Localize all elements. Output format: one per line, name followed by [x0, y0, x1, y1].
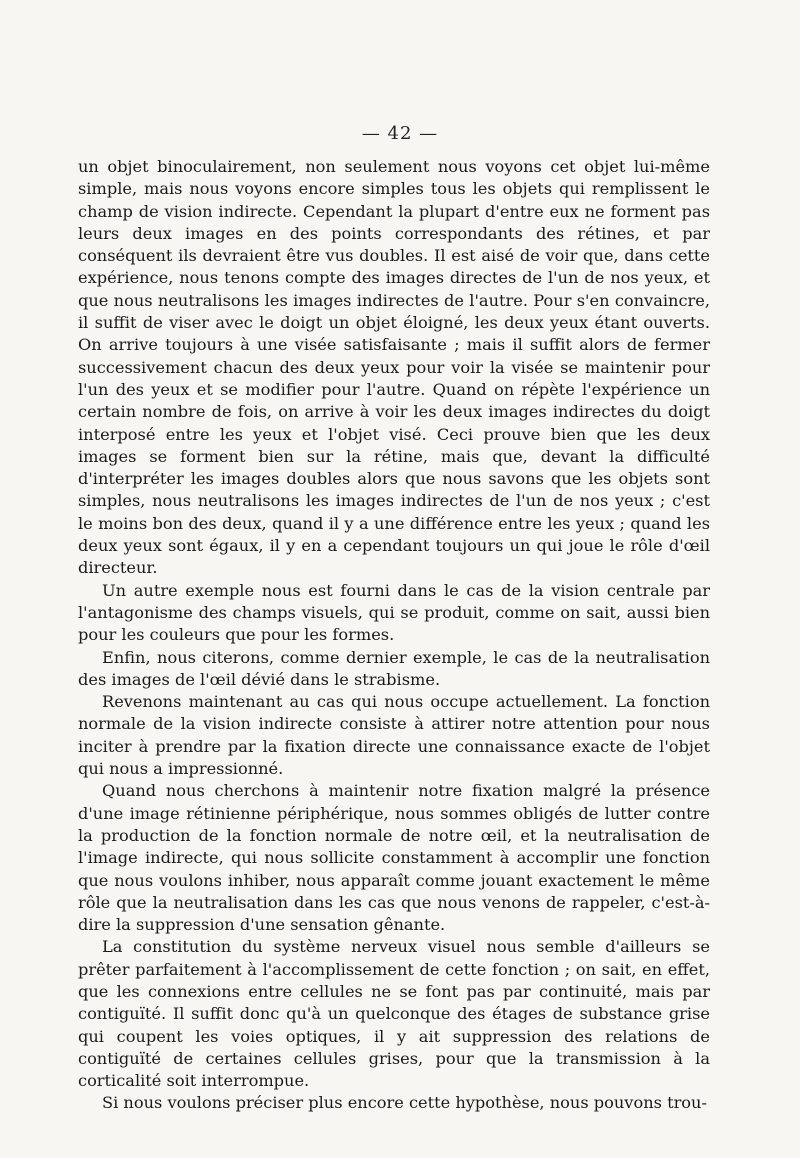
body-text [78, 156, 710, 1115]
paragraph-5: Quand nous cherchons à maintenir notre fixation malgré la présence d'une image rétinienne périphérique, nous sommes obligés de lutter contre la production de la fonction normale de notre œil, et la neutralisation de l'image indirecte, qui nous sollicite constamment à accomplir une fonction que nous voulons inhiber, nous apparaît comme jouant exactement le même rôle que la neutralisation dans les cas que nous venons de rappeler, c'est-à-dire la suppression d'une sensation gênante. [78, 781, 710, 935]
page-number: — 42 — [361, 123, 439, 144]
paragraph-4: Revenons maintenant au cas qui nous occupe actuellement. La fonction normale de la vision indirecte consiste à attirer notre attention pour nous inciter à prendre par la fixation directe une connaissance exacte de l'objet qui nous a impressionné. [78, 692, 710, 779]
paragraph-7: Si nous voulons préciser plus encore cette hypothèse, nous pouvons trou- [102, 1093, 707, 1113]
paragraph-3: Enfin, nous citerons, comme dernier exemple, le cas de la neutralisation des images de l'œil dévié dans le strabisme. [78, 647, 710, 689]
paragraph-6: La constitution du système nerveux visuel nous semble d'ailleurs se prêter parfaitement à l'accomplissement de cette fonction ; on sait, en effet, que les connexions entre cellules ne se font pas par continuité, mais par contiguïté. Il suffit donc qu'à un quelconque des étages de substance grise qui coupent les voies optiques, il y ait suppression des relations de contiguïté de certaines cellules grises, pour que la transmission à la corticalité soit interrompue. [78, 937, 710, 1091]
paragraph-1: un objet binoculairement, non seulement nous voyons cet objet lui-même simple, mais nous voyons encore simples tous les objets qui remplissent le champ de vision indirecte. Cependant la plupart d'entre eux ne forment pas leurs deux images en des points correspondants des rétines, et par conséquent ils devraient être vus doubles. Il est aisé de voir que, dans cette expérience, nous tenons compte des images directes de l'un de nos yeux, et que nous neutralisons les images indirectes de l'autre. Pour s'en convaincre, il suffit de viser avec le doigt un objet éloigné, les deux yeux étant ouverts. On arrive toujours à une visée satisfaisante ; mais il suffit alors de fermer successivement chacun des deux yeux pour voir la visée se maintenir pour l'un des yeux et se modifier pour l'autre. Quand on répète l'expérience un certain nombre de fois, on arrive à voir les deux images indirectes du doigt interposé entre les yeux et l'objet visé. Ceci prouve bien que les deux images se forment bien sur la rétine, mais que, devant la difficulté d'interpréter les images doubles alors que nous savons que les objets sont simples, nous neutralisons les images indirectes de l'un de nos yeux ; c'est le moins bon des deux, quand il y a une différence entre les yeux ; quand les deux yeux sont égaux, il y en a cependant toujours un qui joue le rôle d'œil directeur. [78, 157, 710, 578]
paragraph-2: Un autre exemple nous est fourni dans le cas de la vision centrale par l'antagonisme des champs visuels, qui se produit, comme on sait, aussi bien pour les couleurs que pour les formes. [78, 580, 710, 645]
